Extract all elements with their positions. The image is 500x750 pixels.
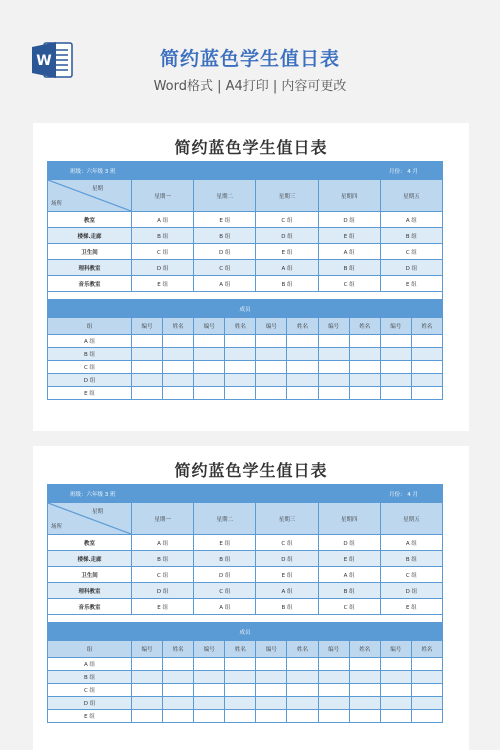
member-input-cell[interactable] [225, 361, 256, 374]
member-input-cell[interactable] [411, 710, 442, 723]
group-cell: C 组 [48, 361, 132, 374]
sheet-title: 简约蓝色学生值日表 [174, 138, 328, 157]
duty-cell[interactable]: B 组 [380, 228, 442, 244]
member-input-cell[interactable] [163, 335, 194, 348]
member-input-cell[interactable] [318, 710, 349, 723]
member-input-cell[interactable] [349, 387, 380, 400]
day-header: 星期四 [318, 503, 380, 535]
day-header: 星期五 [380, 503, 442, 535]
member-row [48, 710, 443, 723]
place-cell: 理科教室 [48, 583, 132, 599]
member-input-cell[interactable] [349, 710, 380, 723]
member-input-cell[interactable] [256, 348, 287, 361]
day-header: 星期四 [318, 180, 380, 212]
member-input-cell[interactable] [225, 684, 256, 697]
corner-top-label: 星期 [91, 509, 103, 515]
member-row [48, 697, 443, 710]
member-input-cell[interactable] [287, 387, 318, 400]
members-table [47, 622, 443, 723]
table-row [48, 276, 443, 292]
page-subtitle: Word格式 | A4打印 | 内容可更改 [153, 79, 347, 94]
member-header: 姓名 [349, 318, 380, 335]
member-input-cell[interactable] [380, 697, 411, 710]
document-preview-1 [33, 123, 469, 431]
duty-cell[interactable]: B 组 [380, 551, 442, 567]
duty-cell[interactable]: B 组 [194, 228, 256, 244]
member-input-cell[interactable] [194, 374, 225, 387]
corner-cell [48, 180, 132, 212]
duty-cell[interactable]: B 组 [318, 260, 380, 276]
member-input-cell[interactable] [256, 697, 287, 710]
place-cell: 卫生间 [48, 567, 132, 583]
duty-cell[interactable]: D 组 [132, 260, 194, 276]
schedule-table [47, 161, 443, 299]
member-input-cell[interactable] [194, 671, 225, 684]
duty-cell[interactable]: E 组 [256, 567, 318, 583]
member-row [48, 374, 443, 387]
group-header: 组 [48, 641, 132, 658]
place-cell: 楼梯.走廊 [48, 551, 132, 567]
duty-cell[interactable]: D 组 [380, 260, 442, 276]
duty-cell[interactable]: A 组 [380, 535, 442, 551]
duty-cell[interactable]: D 组 [194, 244, 256, 260]
member-header: 姓名 [163, 318, 194, 335]
member-input-cell[interactable] [132, 361, 163, 374]
member-input-cell[interactable] [411, 697, 442, 710]
duty-cell[interactable]: A 组 [132, 535, 194, 551]
member-input-cell[interactable] [287, 710, 318, 723]
member-input-cell[interactable] [349, 658, 380, 671]
member-input-cell[interactable] [225, 710, 256, 723]
duty-cell[interactable]: A 组 [318, 244, 380, 260]
duty-cell[interactable]: E 组 [194, 535, 256, 551]
members-table [47, 299, 443, 400]
member-row [48, 658, 443, 671]
member-input-cell[interactable] [349, 697, 380, 710]
member-input-cell[interactable] [256, 361, 287, 374]
member-input-cell[interactable] [163, 658, 194, 671]
member-input-cell[interactable] [318, 387, 349, 400]
member-input-cell[interactable] [132, 710, 163, 723]
duty-cell[interactable]: D 组 [318, 212, 380, 228]
member-input-cell[interactable] [318, 658, 349, 671]
table-row [48, 567, 443, 583]
members-header-row [48, 318, 443, 335]
member-input-cell[interactable] [318, 697, 349, 710]
member-input-cell[interactable] [225, 335, 256, 348]
member-input-cell[interactable] [132, 697, 163, 710]
member-input-cell[interactable] [318, 671, 349, 684]
duty-cell[interactable]: C 组 [194, 583, 256, 599]
group-cell: E 组 [48, 387, 132, 400]
duty-cell[interactable]: A 组 [256, 583, 318, 599]
duty-cell[interactable]: E 组 [256, 244, 318, 260]
day-header: 星期一 [132, 180, 194, 212]
member-input-cell[interactable] [225, 658, 256, 671]
duty-cell[interactable]: B 组 [132, 228, 194, 244]
duty-cell[interactable]: A 组 [380, 212, 442, 228]
duty-cell[interactable]: C 组 [194, 260, 256, 276]
member-input-cell[interactable] [349, 335, 380, 348]
member-input-cell[interactable] [163, 684, 194, 697]
duty-cell[interactable]: E 组 [380, 276, 442, 292]
place-cell: 音乐教室 [48, 599, 132, 615]
days-header-row [48, 180, 443, 212]
member-input-cell[interactable] [380, 335, 411, 348]
table-row [48, 583, 443, 599]
member-input-cell[interactable] [194, 361, 225, 374]
group-cell: A 组 [48, 335, 132, 348]
member-input-cell[interactable] [411, 671, 442, 684]
member-row [48, 335, 443, 348]
member-row [48, 671, 443, 684]
member-input-cell[interactable] [349, 684, 380, 697]
duty-cell[interactable]: A 组 [318, 567, 380, 583]
member-header: 姓名 [225, 318, 256, 335]
group-cell: B 组 [48, 348, 132, 361]
corner-bottom-label: 场所 [51, 524, 63, 530]
duty-cell[interactable]: A 组 [256, 260, 318, 276]
member-input-cell[interactable] [256, 387, 287, 400]
member-input-cell[interactable] [132, 348, 163, 361]
member-input-cell[interactable] [287, 697, 318, 710]
member-input-cell[interactable] [194, 348, 225, 361]
member-input-cell[interactable] [380, 658, 411, 671]
table-row [48, 244, 443, 260]
member-row [48, 684, 443, 697]
members-title: 成员 [48, 623, 443, 641]
group-cell: A 组 [48, 658, 132, 671]
duty-cell[interactable]: D 组 [380, 583, 442, 599]
duty-cell[interactable]: C 组 [132, 567, 194, 583]
member-header: 编号 [380, 318, 411, 335]
member-header: 姓名 [287, 318, 318, 335]
member-input-cell[interactable] [318, 374, 349, 387]
member-header: 编号 [194, 641, 225, 658]
member-input-cell[interactable] [163, 348, 194, 361]
member-input-cell[interactable] [163, 671, 194, 684]
month-label: 月份： 4 月 [256, 162, 443, 180]
member-input-cell[interactable] [411, 658, 442, 671]
member-input-cell[interactable] [411, 335, 442, 348]
duty-cell[interactable]: A 组 [194, 276, 256, 292]
member-input-cell[interactable] [256, 684, 287, 697]
days-header-row [48, 503, 443, 535]
member-input-cell[interactable] [256, 658, 287, 671]
member-input-cell[interactable] [163, 361, 194, 374]
member-header: 编号 [380, 641, 411, 658]
duty-cell[interactable]: B 组 [318, 583, 380, 599]
member-input-cell[interactable] [132, 658, 163, 671]
duty-cell[interactable]: C 组 [318, 599, 380, 615]
sheet-title: 简约蓝色学生值日表 [174, 461, 328, 480]
member-input-cell[interactable] [287, 671, 318, 684]
duty-cell[interactable]: E 组 [318, 228, 380, 244]
duty-cell[interactable]: B 组 [256, 276, 318, 292]
day-header: 星期三 [256, 503, 318, 535]
member-input-cell[interactable] [194, 710, 225, 723]
member-input-cell[interactable] [132, 684, 163, 697]
member-header: 姓名 [163, 641, 194, 658]
member-input-cell[interactable] [380, 348, 411, 361]
member-input-cell[interactable] [380, 710, 411, 723]
info-bar [48, 162, 443, 180]
member-input-cell[interactable] [194, 387, 225, 400]
member-header: 编号 [194, 318, 225, 335]
duty-cell[interactable]: C 组 [318, 276, 380, 292]
member-input-cell[interactable] [380, 684, 411, 697]
table-row [48, 212, 443, 228]
member-header: 编号 [256, 641, 287, 658]
duty-cell[interactable]: E 组 [194, 212, 256, 228]
duty-cell[interactable]: D 组 [194, 567, 256, 583]
group-cell: C 组 [48, 684, 132, 697]
info-bar [48, 485, 443, 503]
spacer-row [48, 292, 443, 300]
duty-cell[interactable]: A 组 [194, 599, 256, 615]
member-input-cell[interactable] [287, 348, 318, 361]
member-header: 姓名 [287, 641, 318, 658]
member-input-cell[interactable] [194, 335, 225, 348]
member-input-cell[interactable] [194, 684, 225, 697]
corner-top-label: 星期 [91, 186, 103, 192]
duty-sheet [47, 484, 443, 723]
schedule-table [47, 484, 443, 622]
member-input-cell[interactable] [163, 374, 194, 387]
duty-cell[interactable]: E 组 [132, 276, 194, 292]
spacer-row [48, 615, 443, 623]
table-row [48, 228, 443, 244]
group-cell: E 组 [48, 710, 132, 723]
member-input-cell[interactable] [256, 671, 287, 684]
place-cell: 卫生间 [48, 244, 132, 260]
member-input-cell[interactable] [411, 684, 442, 697]
page-header [0, 0, 500, 105]
member-input-cell[interactable] [163, 710, 194, 723]
svg-text:W: W [36, 53, 52, 69]
table-row [48, 551, 443, 567]
member-input-cell[interactable] [225, 671, 256, 684]
member-row [48, 387, 443, 400]
place-cell: 教室 [48, 212, 132, 228]
member-header: 编号 [256, 318, 287, 335]
corner-bottom-label: 场所 [51, 201, 63, 207]
member-header: 编号 [318, 641, 349, 658]
member-input-cell[interactable] [349, 671, 380, 684]
member-input-cell[interactable] [380, 361, 411, 374]
day-header: 星期二 [194, 180, 256, 212]
member-input-cell[interactable] [411, 387, 442, 400]
group-cell: B 组 [48, 671, 132, 684]
member-header: 编号 [132, 641, 163, 658]
duty-cell[interactable]: D 组 [256, 551, 318, 567]
members-header-row [48, 641, 443, 658]
day-header: 星期二 [194, 503, 256, 535]
member-input-cell[interactable] [380, 671, 411, 684]
member-row [48, 361, 443, 374]
member-input-cell[interactable] [132, 387, 163, 400]
group-header: 组 [48, 318, 132, 335]
member-header: 姓名 [225, 641, 256, 658]
duty-cell[interactable]: D 组 [256, 228, 318, 244]
member-header: 姓名 [411, 318, 442, 335]
member-input-cell[interactable] [287, 374, 318, 387]
duty-cell[interactable]: B 组 [256, 599, 318, 615]
duty-cell[interactable]: E 组 [380, 599, 442, 615]
members-title: 成员 [48, 300, 443, 318]
table-row [48, 535, 443, 551]
member-input-cell[interactable] [256, 335, 287, 348]
member-input-cell[interactable] [225, 387, 256, 400]
member-input-cell[interactable] [132, 671, 163, 684]
member-input-cell[interactable] [163, 697, 194, 710]
table-row [48, 260, 443, 276]
document-preview-2 [33, 446, 469, 750]
duty-cell[interactable]: C 组 [256, 535, 318, 551]
day-header: 星期一 [132, 503, 194, 535]
member-input-cell[interactable] [318, 684, 349, 697]
member-input-cell[interactable] [225, 374, 256, 387]
member-input-cell[interactable] [132, 374, 163, 387]
member-input-cell[interactable] [287, 361, 318, 374]
class-label: 班级：六年级 3 班 [48, 162, 256, 180]
place-cell: 楼梯.走廊 [48, 228, 132, 244]
member-input-cell[interactable] [287, 658, 318, 671]
member-input-cell[interactable] [163, 387, 194, 400]
member-input-cell[interactable] [349, 374, 380, 387]
member-input-cell[interactable] [380, 374, 411, 387]
member-row [48, 348, 443, 361]
member-input-cell[interactable] [380, 387, 411, 400]
duty-cell[interactable]: B 组 [194, 551, 256, 567]
duty-cell[interactable]: C 组 [380, 244, 442, 260]
duty-cell[interactable]: D 组 [132, 583, 194, 599]
member-header: 编号 [132, 318, 163, 335]
members-bar [48, 623, 443, 641]
member-input-cell[interactable] [411, 374, 442, 387]
member-input-cell[interactable] [287, 335, 318, 348]
member-input-cell[interactable] [194, 658, 225, 671]
corner-cell [48, 503, 132, 535]
members-bar [48, 300, 443, 318]
duty-cell[interactable]: A 组 [132, 212, 194, 228]
page-title: 简约蓝色学生值日表 [159, 48, 340, 70]
duty-cell[interactable]: D 组 [318, 535, 380, 551]
member-input-cell[interactable] [132, 335, 163, 348]
duty-cell[interactable]: E 组 [132, 599, 194, 615]
group-cell: D 组 [48, 697, 132, 710]
place-cell: 教室 [48, 535, 132, 551]
member-input-cell[interactable] [225, 348, 256, 361]
duty-cell[interactable]: B 组 [132, 551, 194, 567]
place-cell: 音乐教室 [48, 276, 132, 292]
duty-cell[interactable]: C 组 [380, 567, 442, 583]
duty-cell[interactable]: E 组 [318, 551, 380, 567]
member-input-cell[interactable] [411, 361, 442, 374]
member-header: 姓名 [349, 641, 380, 658]
class-label: 班级：六年级 3 班 [48, 485, 256, 503]
member-input-cell[interactable] [349, 348, 380, 361]
day-header: 星期五 [380, 180, 442, 212]
place-cell: 理科教室 [48, 260, 132, 276]
member-input-cell[interactable] [225, 697, 256, 710]
member-input-cell[interactable] [194, 697, 225, 710]
member-input-cell[interactable] [318, 335, 349, 348]
group-cell: D 组 [48, 374, 132, 387]
member-input-cell[interactable] [256, 374, 287, 387]
member-input-cell[interactable] [256, 710, 287, 723]
member-header: 姓名 [411, 641, 442, 658]
member-header: 编号 [318, 318, 349, 335]
duty-sheet [47, 161, 443, 400]
member-input-cell[interactable] [411, 348, 442, 361]
member-input-cell[interactable] [287, 684, 318, 697]
day-header: 星期三 [256, 180, 318, 212]
table-row [48, 599, 443, 615]
month-label: 月份： 4 月 [256, 485, 443, 503]
member-input-cell[interactable] [318, 348, 349, 361]
member-input-cell[interactable] [349, 361, 380, 374]
member-input-cell[interactable] [318, 361, 349, 374]
duty-cell[interactable]: C 组 [132, 244, 194, 260]
duty-cell[interactable]: C 组 [256, 212, 318, 228]
